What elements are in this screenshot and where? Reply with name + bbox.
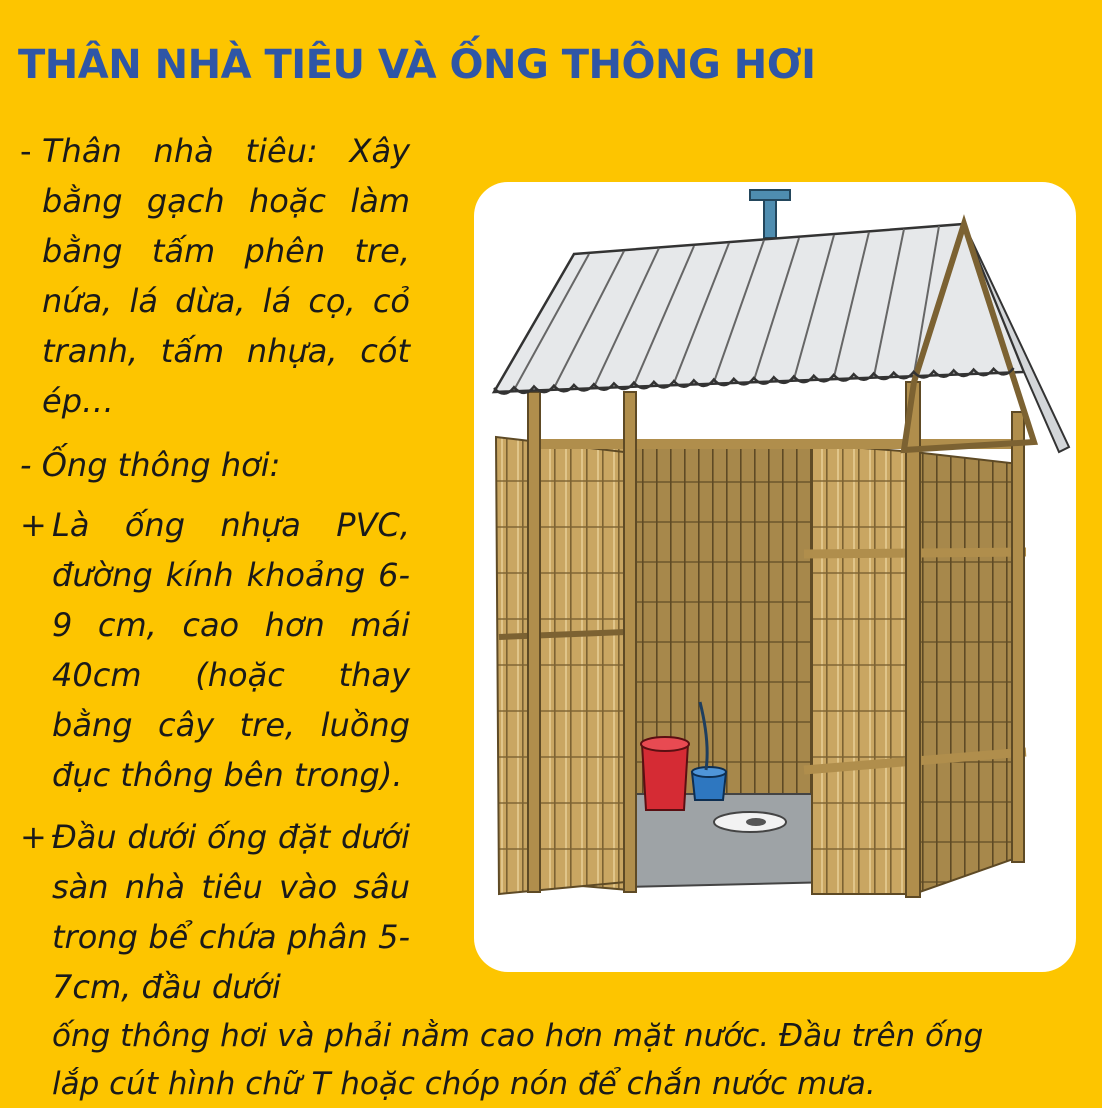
section-body-description [20,126,410,426]
section-vent-pipe-heading [20,440,410,490]
vent-pipe-icon [750,190,790,238]
plus-marker: + [20,818,47,856]
bullet-text: Đầu dưới ống đặt dưới sàn nhà tiêu vào sâu trong bể chứa phân 5-7cm, đầu dưới [52,818,410,1006]
continuation-line: ống thông hơi và phải nằm cao hơn mặt nước. Đầu trên ống [52,1018,984,1054]
plus-marker: + [20,506,47,544]
bullet-pvc-pipe [20,500,410,800]
latrine-drawing [474,182,1076,972]
blue-bucket-icon [692,767,726,800]
continuation-line: lắp cút hình chữ T hoặc chóp nón để chắn nước mưa. [52,1066,876,1102]
bamboo-latrine-illustration [474,182,1076,972]
heading-text: - Ống thông hơi: [20,446,281,484]
door-icon [496,437,626,894]
bullet-pipe-placement [20,812,410,1012]
body-text: Thân nhà tiêu: Xây bằng gạch hoặc làm bằng tấm phên tre, nứa, lá dừa, lá cọ, cỏ tranh, tấm nhựa, cót ép… [42,132,410,420]
bullet-text: Là ống nhựa PVC, đường kính khoảng 6-9 cm, cao hơn mái 40cm (hoặc thay bằng cây tre, luồng đục thông bên trong). [52,506,410,794]
page-title: THÂN NHÀ TIÊU VÀ ỐNG THÔNG HƠI [18,42,816,88]
red-bucket-icon [641,737,689,810]
bullet-pipe-placement-continuation [52,1012,1097,1108]
corrugated-roof-icon [494,224,1069,452]
dash-marker: - [20,132,32,170]
